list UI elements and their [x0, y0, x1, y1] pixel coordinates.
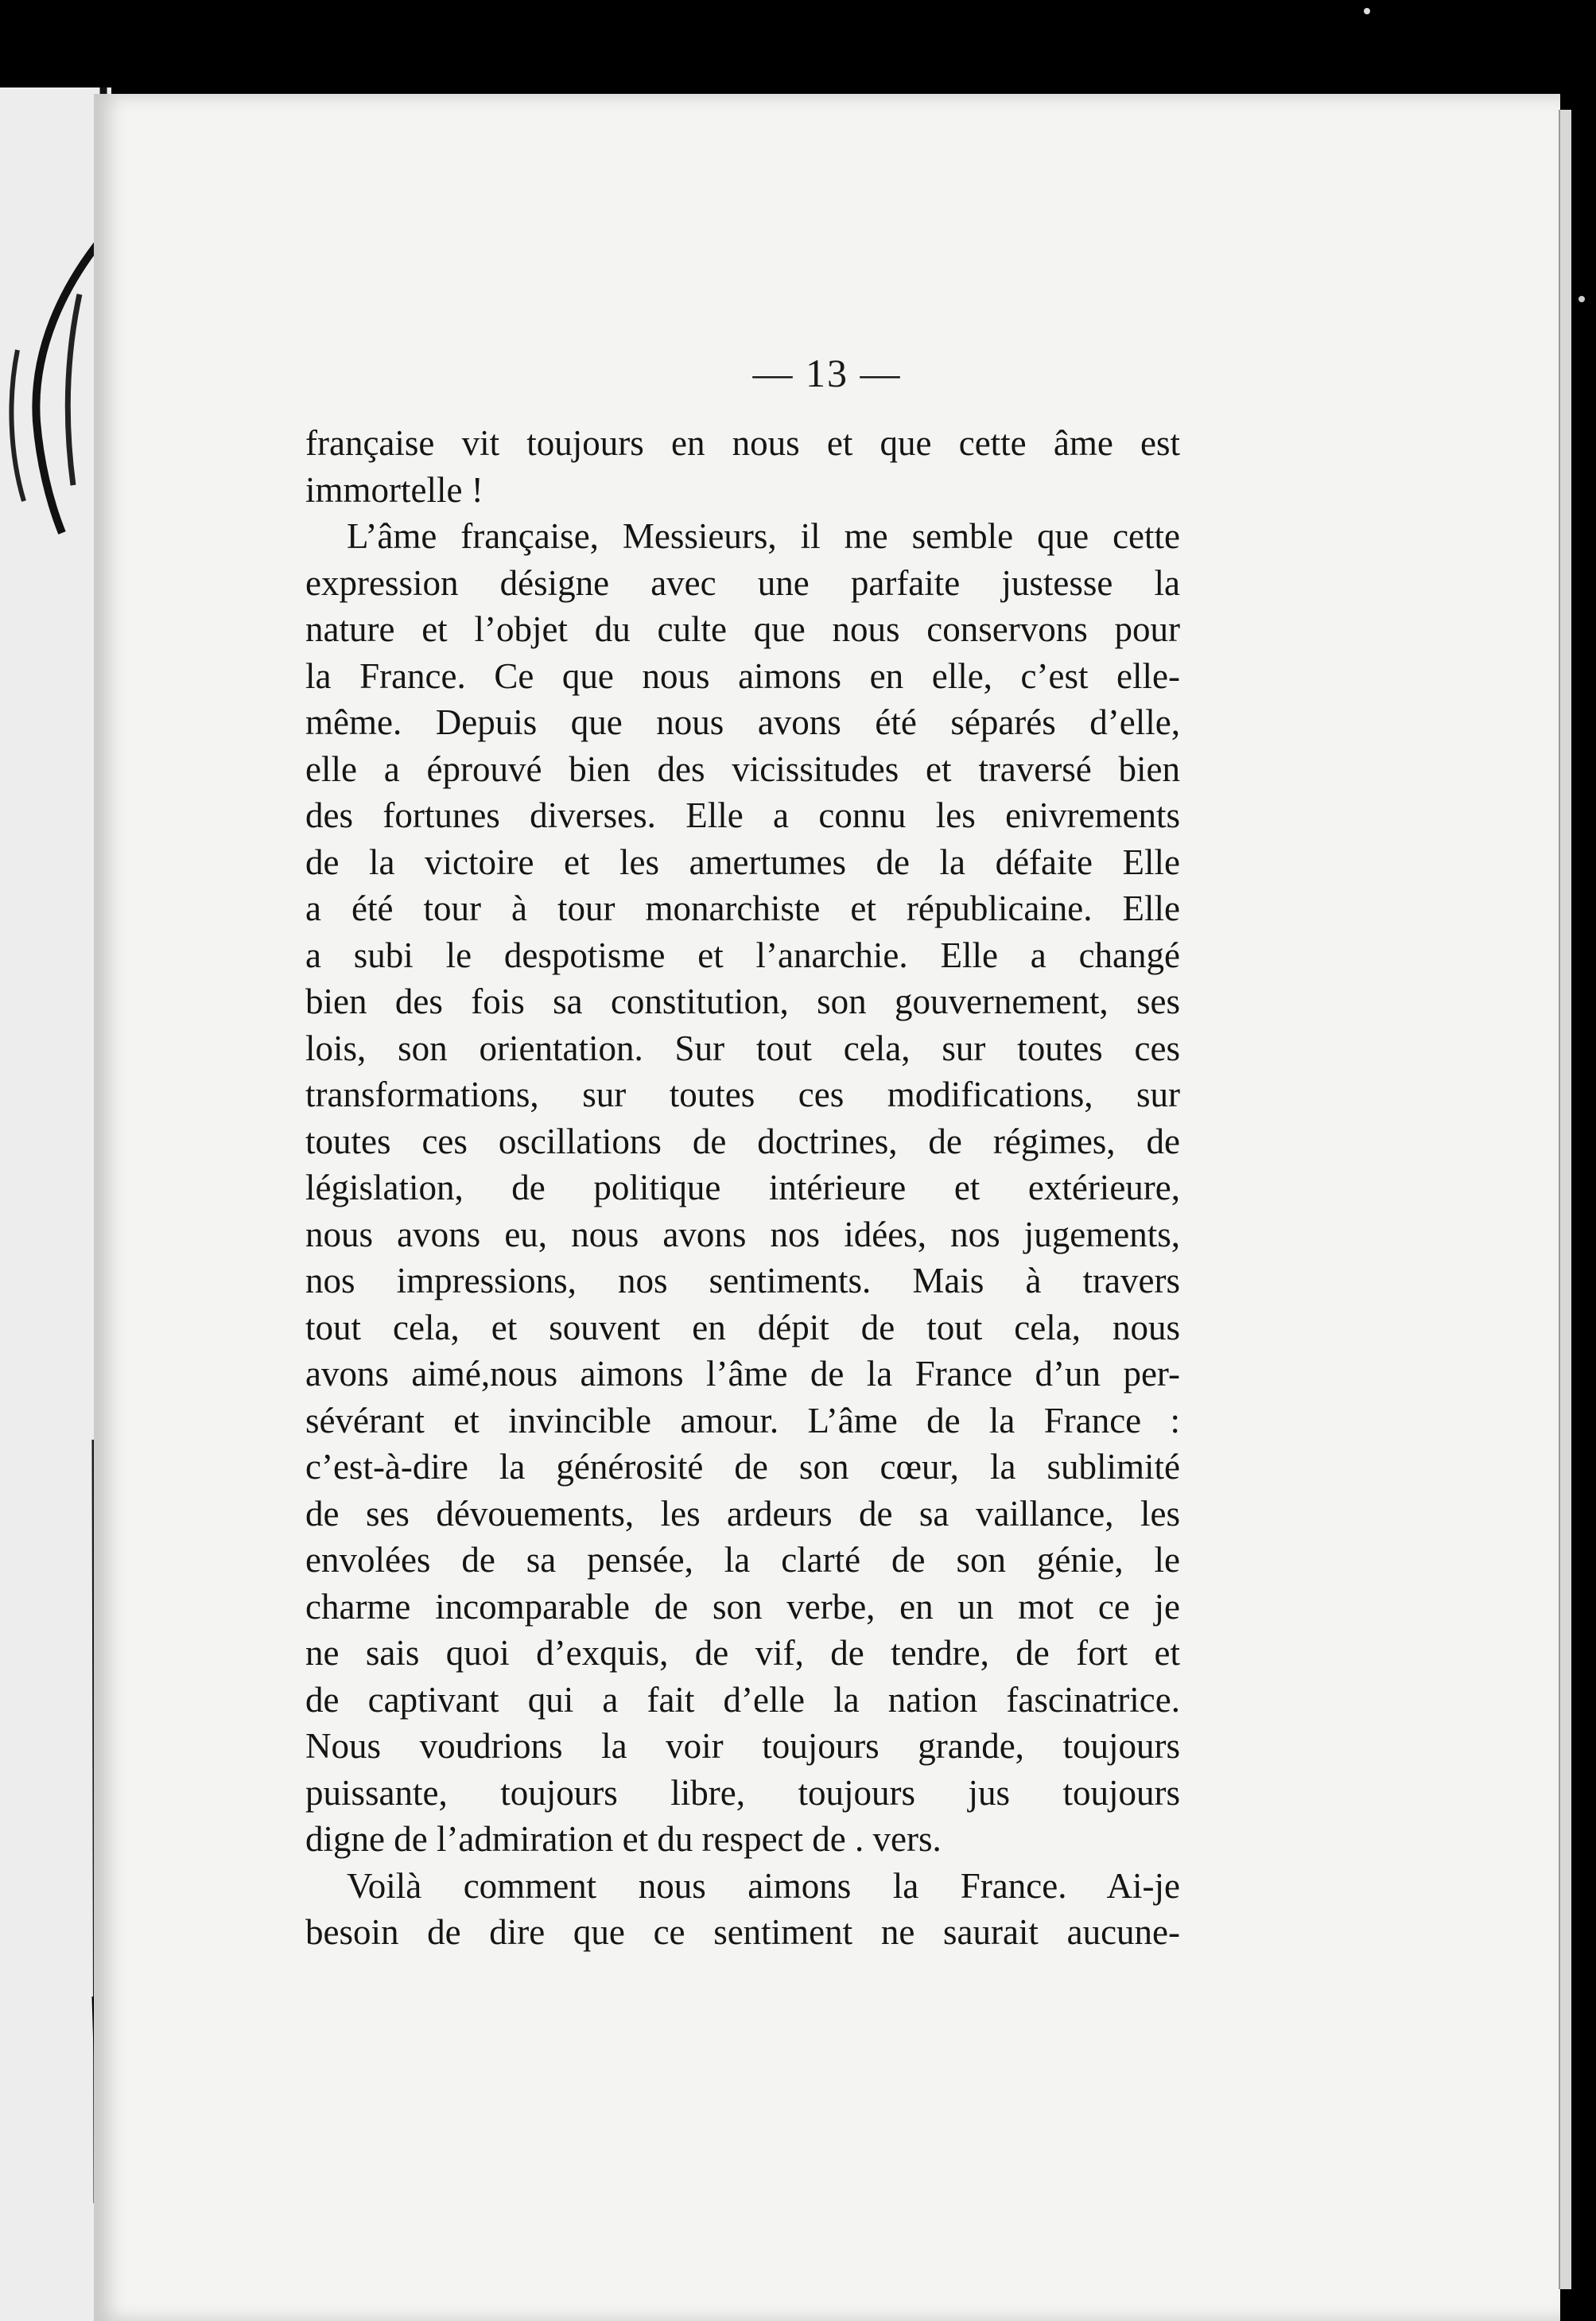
text-line: avons aimé,nous aimons l’âme de la France d’un per-	[305, 1354, 1180, 1394]
text-line: a été tour à tour monarchiste et républicaine. Elle	[305, 888, 1180, 928]
text-line: de captivant qui a fait d’elle la nation fascinatrice.	[305, 1679, 1180, 1720]
text-line: elle a éprouvé bien des vicissitudes et traversé bien	[305, 748, 1180, 789]
text-line: besoin de dire que ce sentiment ne saurait aucune-	[305, 1912, 1180, 1952]
page-stack-edge	[1559, 110, 1571, 2289]
text-line: toutes ces oscillations de doctrines, de régimes, de	[305, 1121, 1180, 1161]
book-page	[94, 94, 1560, 2321]
text-line: même. Depuis que nous avons été séparés d’elle,	[305, 702, 1180, 742]
scan-speck	[1364, 8, 1370, 14]
text-line: ne sais quoi d’exquis, de vif, de tendre, de fort et	[305, 1633, 1180, 1673]
text-line: envolées de sa pensée, la clarté de son génie, le	[305, 1540, 1180, 1580]
text-line: nos impressions, nos sentiments. Mais à travers	[305, 1261, 1180, 1300]
text-line: bien des fois sa constitution, son gouvernement, ses	[305, 982, 1180, 1021]
text-line: puissante, toujours libre, toujours jus toujours	[305, 1772, 1180, 1813]
text-line: nous avons eu, nous avons nos idées, nos jugements,	[305, 1214, 1180, 1254]
text-line: expression désigne avec une parfaite justesse la	[305, 562, 1180, 603]
text-line: immortelle !	[305, 469, 483, 510]
text-line: sévérant et invincible amour. L’âme de la France :	[305, 1400, 1180, 1440]
text-line: législation, de politique intérieure et extérieure,	[305, 1168, 1180, 1207]
text-line: de ses dévouements, les ardeurs de sa vaillance, les	[305, 1493, 1180, 1534]
text-line: française vit toujours en nous et que cette âme est	[305, 423, 1180, 463]
text-line: tout cela, et souvent en dépit de tout cela, nous	[305, 1307, 1180, 1347]
text-line: la France. Ce que nous aimons en elle, c’est elle-	[305, 655, 1180, 696]
text-line: de la victoire et les amertumes de la défaite Elle	[305, 842, 1180, 882]
text-line: charme incomparable de son verbe, en un mot ce je	[305, 1586, 1180, 1627]
text-line: transformations, sur toutes ces modifications, sur	[305, 1075, 1180, 1114]
text-line: L’âme française, Messieurs, il me semble que cette	[347, 516, 1180, 556]
body-text	[305, 420, 1180, 1956]
text-line: c’est-à-dire la générosité de son cœur, la sublimité	[305, 1447, 1180, 1487]
text-line: digne de l’admiration et du respect de . vers.	[305, 1819, 942, 1859]
text-line: des fortunes diverses. Elle a connu les enivrements	[305, 795, 1180, 835]
text-line: a subi le despotisme et l’anarchie. Elle a changé	[305, 935, 1180, 975]
text-line: Voilà comment nous aimons la France. Ai-je	[347, 1865, 1180, 1906]
text-line: lois, son orientation. Sur tout cela, sur toutes ces	[305, 1028, 1180, 1068]
text-line: nature et l’objet du culte que nous conservons pour	[305, 609, 1180, 649]
page-number: — 13 —	[752, 351, 902, 395]
text-line: Nous voudrions la voir toujours grande, toujours	[305, 1726, 1180, 1766]
scan-speck	[1579, 296, 1585, 302]
